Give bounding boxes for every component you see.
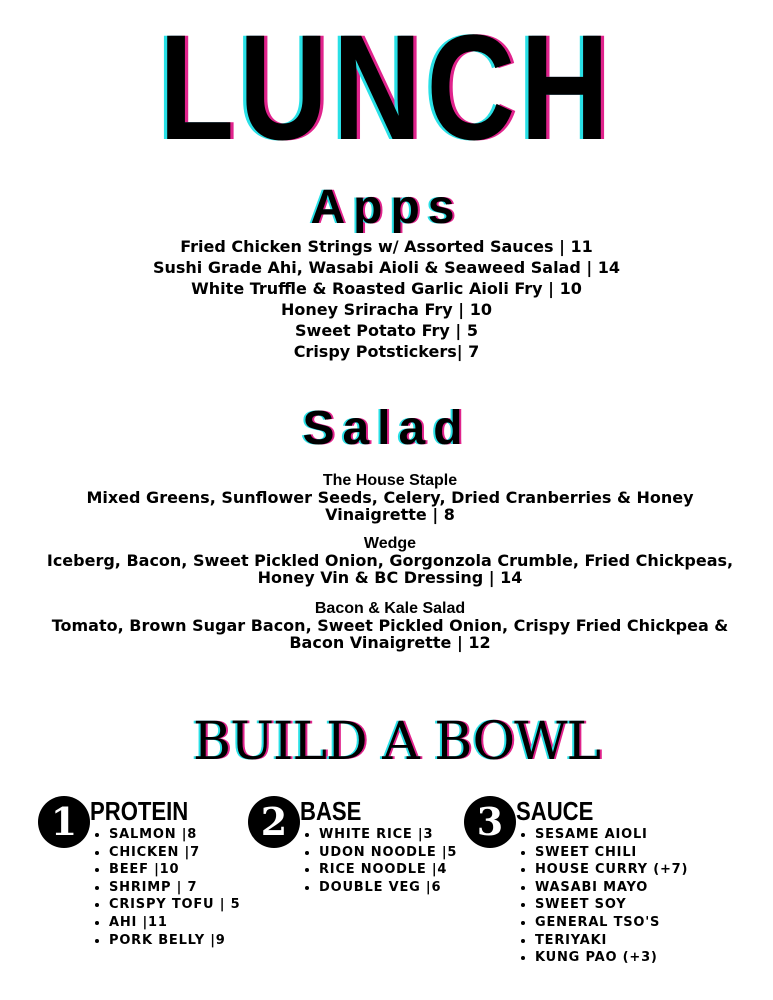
list-item: • WASABI MAYO [535,879,688,897]
step-title: PROTEIN [90,796,189,826]
step-item-list [90,826,240,949]
list-item: • CRISPY TOFU | 5 [109,896,240,914]
list-item: Fried Chicken Strings w/ Assorted Sauces | 11 [180,237,593,256]
list-item: • DOUBLE VEG |6 [319,879,457,897]
step-number-badge: 1 [38,796,90,848]
apps-list [0,236,773,362]
step-item-list [516,826,688,967]
list-item: • SALMON |8 [109,826,240,844]
salad-heading: Salad [302,402,471,455]
list-item: • RICE NOODLE |4 [319,861,457,879]
list-item: • KUNG PAO (+3) [535,949,688,967]
list-item: Sweet Potato Fry | 5 [295,321,478,340]
salad-item [30,600,750,651]
list-item: • HOUSE CURRY (+7) [535,861,688,879]
apps-heading: Apps [310,181,463,234]
step-title: BASE [300,796,362,826]
list-item: Sushi Grade Ahi, Wasabi Aioli & Seaweed Salad | 14 [152,258,621,277]
step-number-badge: 3 [464,796,516,848]
list-item: • TERIYAKI [535,932,688,950]
list-item: Crispy Potstickers| 7 [293,342,480,361]
list-item: Honey Sriracha Fry | 10 [281,300,492,319]
list-item: • UDON NOODLE |5 [319,844,457,862]
list-item: • GENERAL TSO'S [535,914,688,932]
menu-title: LUNCH [158,3,615,171]
list-item: White Truffle & Roasted Garlic Aioli Fry | 10 [191,279,582,298]
step-item-list [300,826,457,896]
list-item: • SWEET SOY [535,896,688,914]
salad-name: Bacon & Kale Salad [314,600,466,617]
list-item: • BEEF |10 [109,861,240,879]
salad-desc: Tomato, Brown Sugar Bacon, Sweet Pickled Onion, Crispy Fried Chickpea & Bacon Vinaigrette | 12 [51,616,729,652]
salad-item [40,472,740,523]
list-item: • SHRIMP | 7 [109,879,240,897]
step-title: SAUCE [516,796,594,826]
salad-desc: Iceberg, Bacon, Sweet Pickled Onion, Gorgonzola Crumble, Fried Chickpeas, Honey Vin & BC Dressing | 14 [46,551,734,587]
list-item: • CHICKEN |7 [109,844,240,862]
salad-name: The House Staple [322,472,458,489]
list-item: • PORK BELLY |9 [109,932,240,950]
list-item: • AHI |11 [109,914,240,932]
step-number-badge: 2 [248,796,300,848]
list-item: • SESAME AIOLI [535,826,688,844]
list-item: • WHITE RICE |3 [319,826,457,844]
list-item: • SWEET CHILI [535,844,688,862]
salad-item [30,535,750,586]
salad-desc: Mixed Greens, Sunflower Seeds, Celery, Dried Cranberries & Honey Vinaigrette | 8 [86,488,694,524]
build-a-bowl-heading: BUILD A BOWL [192,712,601,772]
salad-name: Wedge [363,535,417,552]
